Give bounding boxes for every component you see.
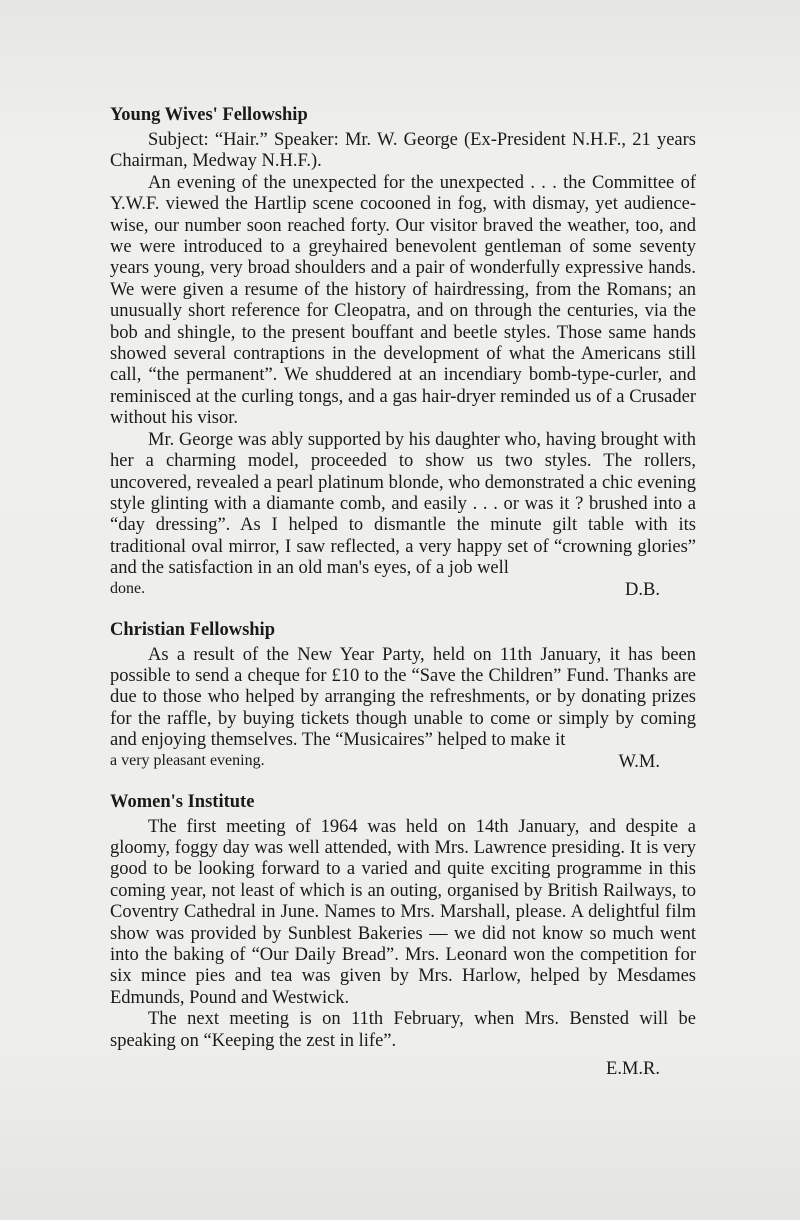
closing-text: done.: [110, 579, 146, 597]
paragraph: The first meeting of 1964 was held on 14th January, and despite a gloomy, foggy day was well attended, with Mrs. Lawrence presiding. It is very good to be looking forward to a varied and quite exciting programme in this coming year, not least of which is an outing, organised by British Railways, to Coventry Cathedral in June. Names to Mrs. Marshall, please. A delightful film show was provided by Sunblest Bakeries — we did not know so much went into the baking of “Our Daily Bread”. Mrs. Leonard won the competition for six mince pies and tea was given by Mrs. Harlow, helped by Mesdames Edmunds, Pound and Westwick.: [110, 816, 696, 1008]
section-young-wives: [110, 104, 696, 601]
signature: W.M.: [618, 751, 660, 772]
paragraph: As a result of the New Year Party, held on 11th January, it has been possible to send a cheque for £10 to the “Save the Children” Fund. Thanks are due to those who helped by arranging the refreshments, or by donating prizes for the raffle, by buying tickets though unable to come or simply by coming and enjoying themselves. The “Musicaires” helped to make it: [110, 644, 696, 751]
closing-line: [110, 580, 696, 601]
paragraph: An evening of the unexpected for the unexpected . . . the Committee of Y.W.F. viewed the Hartlip scene cocooned in fog, with dismay, yet audience-wise, our number soon reached forty. Our visitor braved the weather, too, and we were introduced to a greyhaired benevolent gentleman of some seventy years young, very broad shoulders and a pair of wonderfully expressive hands. We were given a resume of the history of hairdressing, from the Romans; an unusually short reference for Cleopatra, and on through the centuries, via the bob and shingle, to the present bouffant and beetle styles. Those same hands showed several contraptions in the development of what the Americans still call, “the permanent”. We shuddered at an incendiary bomb-type-curler, and reminisced at the curling tongs, and a gas hair-dryer reminded us of a Crusader without his visor.: [110, 172, 696, 429]
paragraph: Mr. George was ably supported by his daughter who, having brought with her a charming model, proceeded to show us two styles. The rollers, uncovered, revealed a pearl platinum blonde, who demonstrated a chic evening style glinting with a diamante comb, and easily . . . or was it ? brushed into a “day dressing”. As I helped to dismantle the minute gilt table with its traditional oval mirror, I saw reflected, a very happy set of “crowning glories” and the satisfaction in an old man's eyes, of a job well: [110, 429, 696, 579]
signature: D.B.: [625, 579, 660, 600]
closing-text: a very pleasant evening.: [110, 751, 265, 769]
signature: E.M.R.: [606, 1059, 660, 1080]
paragraph: The next meeting is on 11th February, when Mrs. Bensted will be speaking on “Keeping the zest in life”.: [110, 1009, 696, 1051]
closing-line: [110, 752, 696, 773]
section-heading: Women's Institute: [110, 791, 255, 812]
section-heading: Christian Fellowship: [110, 619, 275, 640]
section-christian-fellowship: [110, 619, 696, 773]
section-womens-institute: [110, 791, 696, 1080]
section-heading: Young Wives' Fellowship: [110, 105, 308, 125]
paragraph: Subject: “Hair.” Speaker: Mr. W. George (Ex-President N.H.F., 21 years Chairman, Medway N.H.F.).: [110, 130, 696, 172]
newsletter-content: [110, 104, 696, 1098]
